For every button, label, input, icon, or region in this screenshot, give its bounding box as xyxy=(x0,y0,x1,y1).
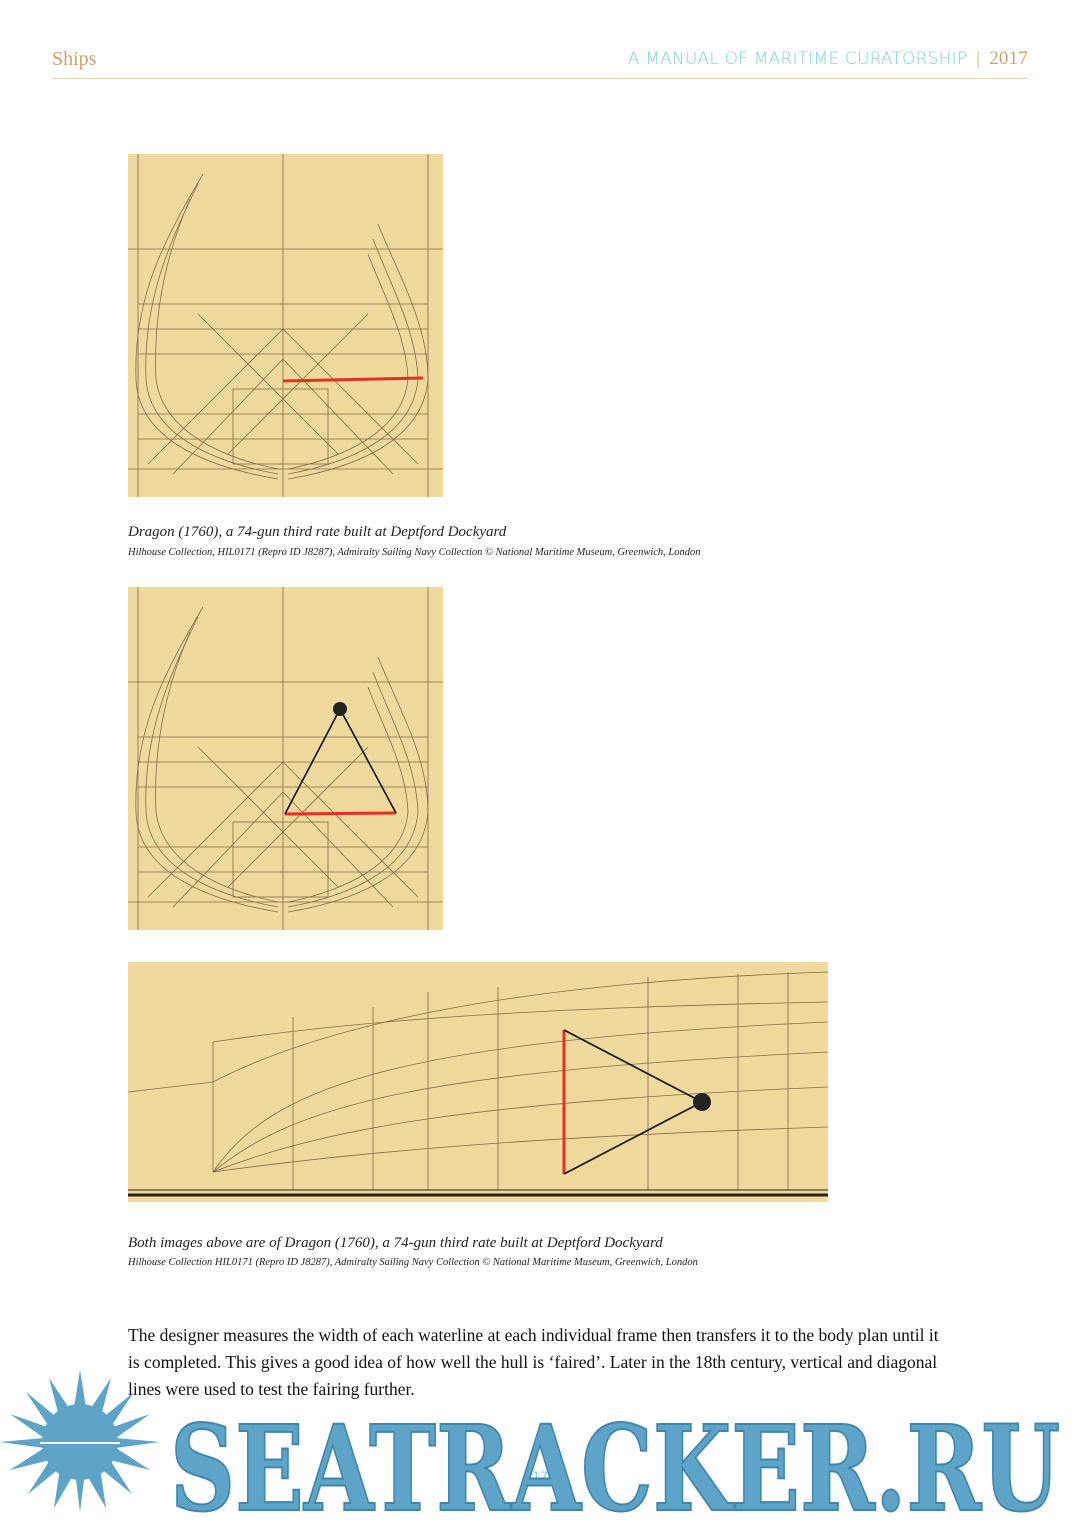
figure-1-caption: Dragon (1760), a 74-gun third rate built at Deptford Dockyard xyxy=(128,524,507,540)
sun-icon xyxy=(0,1370,160,1512)
body-paragraph: The designer measures the width of each waterline at each individual frame then transfers it to the body plan until it is completed. This gives a good idea of how well the hull is ‘faired’. Later in the 18th century, vertical and diagonal lines were used to test the fairing further. xyxy=(128,1325,939,1399)
header-right xyxy=(628,48,1028,70)
header-separator: | xyxy=(975,49,982,69)
publication-title: A MANUAL OF MARITIME CURATORSHIP xyxy=(627,49,968,69)
watermark-text: SEATRACKER.RU xyxy=(170,1399,1060,1527)
publication-year: 2017 xyxy=(989,48,1028,69)
page-number: 17 xyxy=(532,1468,548,1484)
sheer-plan-drawing xyxy=(128,962,828,1202)
watermark-graphic xyxy=(0,1362,1080,1527)
body-plan-drawing-2 xyxy=(128,587,443,930)
section-title: Ships xyxy=(52,48,97,70)
body-plan-drawing-1 xyxy=(128,154,443,497)
running-header xyxy=(52,42,1028,79)
figure-2-credit: Hilhouse Collection HIL0171 (Repro ID J8287), Admiralty Sailing Navy Collection © National Maritime Museum, Greenwich, London xyxy=(128,1257,698,1268)
figure-2-caption: Both images above are of Dragon (1760), a 74-gun third rate built at Deptford Dockyard xyxy=(128,1235,663,1251)
figure-1-credit: Hilhouse Collection, HIL0171 (Repro ID J8287), Admiralty Sailing Navy Collection © National Maritime Museum, Greenwich, London xyxy=(128,547,701,558)
seatracker-watermark xyxy=(0,1362,1080,1527)
